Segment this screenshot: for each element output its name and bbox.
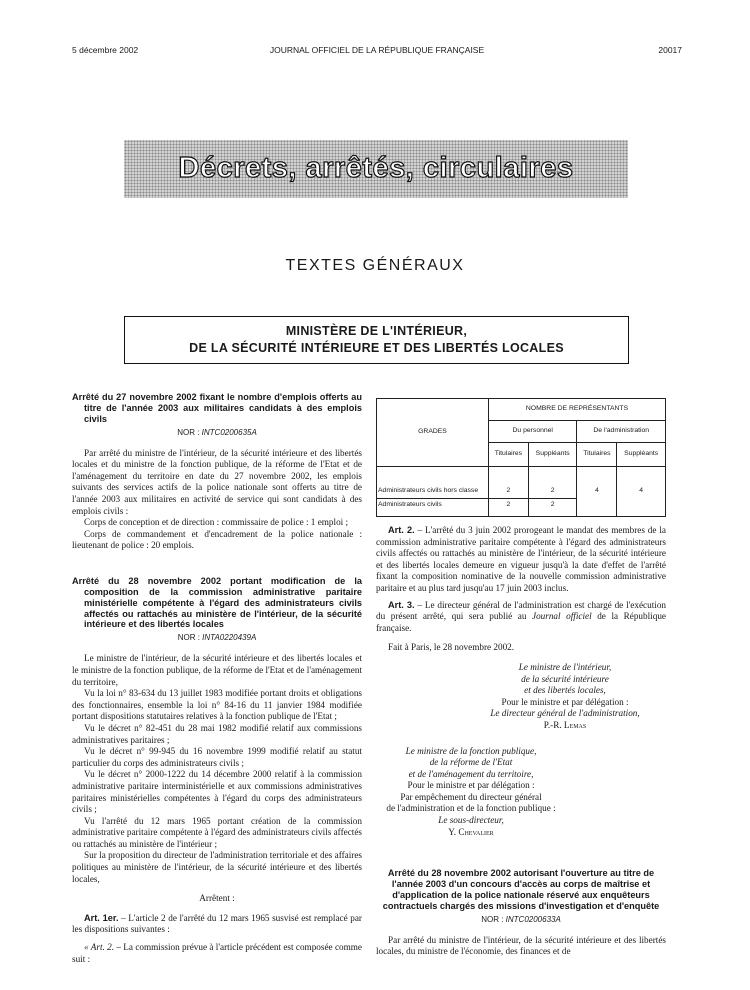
admin-sup: 4 <box>617 467 666 517</box>
signature-block-1 <box>464 662 666 732</box>
header-date: 5 décembre 2002 <box>72 45 139 55</box>
ministry-line-1: MINISTÈRE DE L'INTÉRIEUR, <box>285 324 468 338</box>
nor-code: INTC0200635A <box>201 427 257 437</box>
article-1-paragraph: Par arrêté du ministre de l'intérieur, de la sécurité intérieure et des libertés locales et du ministre de la fonction publique, de la réforme de l'Etat et de l'aménagement du territoire en date du 27 novembre 2002, les emplois suivants des services actifs de la police nationale sont offerts au titre de l'année 2003 aux militaires en activité de service qui sont candidats à des emplois civils : <box>72 447 362 516</box>
banner-title: Décrets, arrêtés, circulaires <box>178 152 574 184</box>
article-1-paragraph: Corps de conception et de direction : commissaire de police : 1 emploi ; <box>84 517 349 528</box>
row-pers-sup: 2 <box>528 467 577 499</box>
article-3-title: Arrêté du 28 novembre 2002 autorisant l'ouverture au titre de l'année 2003 d'un concours d'accès au corps de maîtrise et d'application de la police nationale réservé aux enquêteurs contractuels chargés des missions d'investigation et d'enquête <box>382 868 660 911</box>
right-art3-label: Art. 3. <box>388 599 415 610</box>
art2-quote-text: – La commission prévue à l'article précédent est composée comme suit : <box>72 942 362 964</box>
right-art2-text: – L'arrêté du 3 juin 2002 prorogeant le mandat des membres de la commission administrative paritaire compétente à l'égard des administrateurs civils affectés ou rattachés au ministère de l'intérieur, de la sécurité intérieure et des libertés locales demeure en vigueur jusqu'à la date d'effet de l'arrêté fixant la composition nominative de la nouvelle commission administrative paritaire et au plus tard jusqu'au 17 juin 2003 inclus. <box>376 525 666 593</box>
sig2-pour: Pour le ministre et par délégation : <box>407 780 535 791</box>
table-row <box>377 467 666 499</box>
article-3-paragraph: Par arrêté du ministre de l'intérieur, de la sécurité intérieure et des libertés locales, du ministre de l'économie, des finances et de <box>376 934 666 957</box>
art1-text: – L'article 2 de l'arrêté du 12 mars 1965 susvisé est remplacé par les dispositions suivantes : <box>72 912 362 935</box>
sig2-line: de la réforme de l'Etat <box>429 757 513 768</box>
sig1-line: de la sécurité intérieure <box>521 673 609 684</box>
ministry-box <box>124 316 629 364</box>
nor-label: NOR : <box>177 427 200 437</box>
article-1-paragraph: Corps de commandement et d'encadrement de la police nationale : lieutenant de police : 20 emplois. <box>72 528 362 551</box>
right-art2-label: Art. 2. <box>388 525 415 535</box>
sig1-name: P.-R. Lemas <box>543 719 587 730</box>
signature-block-2 <box>376 746 566 839</box>
sig1-role: Le directeur général de l'administration, <box>490 708 640 719</box>
article-3-nor <box>376 915 666 925</box>
col-grades: GRADES <box>377 399 489 467</box>
right-art3-text-b: de la République française. <box>376 611 666 633</box>
art2-quote-label: « Art. 2. <box>84 942 115 953</box>
nor-label: NOR : <box>177 633 200 643</box>
art1-label: Art. 1er. <box>84 912 119 923</box>
right-column <box>376 392 666 958</box>
arretent-line: Arrêtent : <box>199 893 235 904</box>
row-grade: Administrateurs civils <box>377 499 489 517</box>
sig2-line: Le ministre de la fonction publique, <box>405 745 537 756</box>
representatives-table <box>376 398 666 517</box>
article-2-art1 <box>72 913 362 936</box>
left-column <box>72 392 362 965</box>
right-art3-journal: Journal officiel <box>532 611 592 622</box>
article-2-nor <box>72 633 362 643</box>
row-pers-tit: 2 <box>489 499 529 517</box>
row-pers-tit: 2 <box>489 467 529 499</box>
right-art2 <box>376 525 666 595</box>
right-art3 <box>376 600 666 635</box>
row-grade: Administrateurs civils hors classe <box>377 467 489 499</box>
sub-suppleants: Suppléants <box>528 443 577 467</box>
ministry-line-2: DE LA SÉCURITÉ INTÉRIEURE ET DES LIBERTÉS LOCALES <box>189 341 564 355</box>
sig1-line: Le ministre de l'intérieur, <box>518 661 612 672</box>
article-1-title: Arrêté du 27 novembre 2002 fixant le nombre d'emplois offerts au titre de l'année 2003 aux militaires candidats à des emplois civils <box>72 392 362 424</box>
nor-code: INTA0220439A <box>202 633 257 643</box>
fait-line: Fait à Paris, le 28 novembre 2002. <box>388 642 515 653</box>
header-journal-title: JOURNAL OFFICIEL DE LA RÉPUBLIQUE FRANÇAISE <box>269 45 485 55</box>
page-header <box>72 45 682 56</box>
col-personnel: Du personnel <box>489 421 577 443</box>
sig1-pour: Pour le ministre et par délégation : <box>501 696 629 707</box>
sig2-line: et de l'aménagement du territoire, <box>408 768 534 779</box>
article-2-paragraph: Vu le décret n° 2000-1222 du 14 décembre 2000 relatif à la commission administrative paritaire interministérielle et aux commissions administratives paritaires ministérielles compétentes à l'égard du corps des administrateurs civils ; <box>72 769 362 815</box>
sub-suppleants: Suppléants <box>617 443 666 467</box>
article-2-paragraph: Vu la loi n° 83-634 du 13 juillet 1983 modifiée portant droits et obligations des fonctionnaires, ensemble la loi n° 84-16 du 11 janvier 1984 modifiée portant dispositions statutaires relatives à la fonction publique de l'Etat ; <box>72 688 362 722</box>
row-pers-sup: 2 <box>528 499 577 517</box>
sig1-line: et des libertés locales, <box>524 685 606 696</box>
article-2-paragraph: Sur la proposition du directeur de l'administration territoriale et des affaires politiques au ministère de l'intérieur, de la sécurité intérieure et des libertés locales, <box>72 850 362 884</box>
admin-tit: 4 <box>577 467 617 517</box>
sub-titulaires: Titulaires <box>577 443 617 467</box>
article-2-paragraph: Vu l'arrêté du 12 mars 1965 portant création de la commission administrative paritaire compétente à l'égard des administrateurs civils affectés ou rattachés au ministère de l'intérieur ; <box>72 815 362 849</box>
article-2-paragraph: Vu le décret n° 82-451 du 28 mai 1982 modifié relatif aux commissions administratives paritaires ; <box>72 722 362 745</box>
col-admin: De l'administration <box>577 421 666 443</box>
article-2-paragraph: Le ministre de l'intérieur, de la sécurité intérieure et des libertés locales et le ministre de la fonction publique, de la réforme de l'Etat et de l'aménagement du territoire, <box>72 653 362 687</box>
sig2-role: Le sous-directeur, <box>438 815 504 826</box>
article-1-nor <box>72 428 362 438</box>
nor-code: INTC0200633A <box>505 914 561 924</box>
sig2-emp: Par empêchement du directeur général <box>400 791 542 802</box>
nor-label: NOR : <box>481 914 504 924</box>
article-2-paragraph: Vu le décret n° 99-945 du 16 novembre 1999 modifié relatif au statut particulier du corps des administrateurs civils ; <box>72 746 362 768</box>
article-2-title: Arrêté du 28 novembre 2002 portant modification de la composition de la commission administrative paritaire ministérielle compétente à l'égard des administrateurs civils affectés ou rattachés au ministère de l'intérieur, de la sécurité intérieure et des libertés locales <box>72 576 362 630</box>
article-2-art2-quote <box>72 942 362 965</box>
section-title: TEXTES GÉNÉRAUX <box>285 257 465 274</box>
header-page-number: 20017 <box>658 45 682 55</box>
sig2-emp2: de l'administration et de la fonction publique : <box>386 803 556 814</box>
sub-titulaires: Titulaires <box>489 443 529 467</box>
sig2-name: Y. Chevalier <box>448 826 494 837</box>
header-main: NOMBRE DE REPRÉSENTANTS <box>489 399 666 421</box>
right-art3-text-a: – Le directeur général de l'administration est chargé de l'exécution du présent arrêté, qui sera publié au <box>376 599 667 622</box>
